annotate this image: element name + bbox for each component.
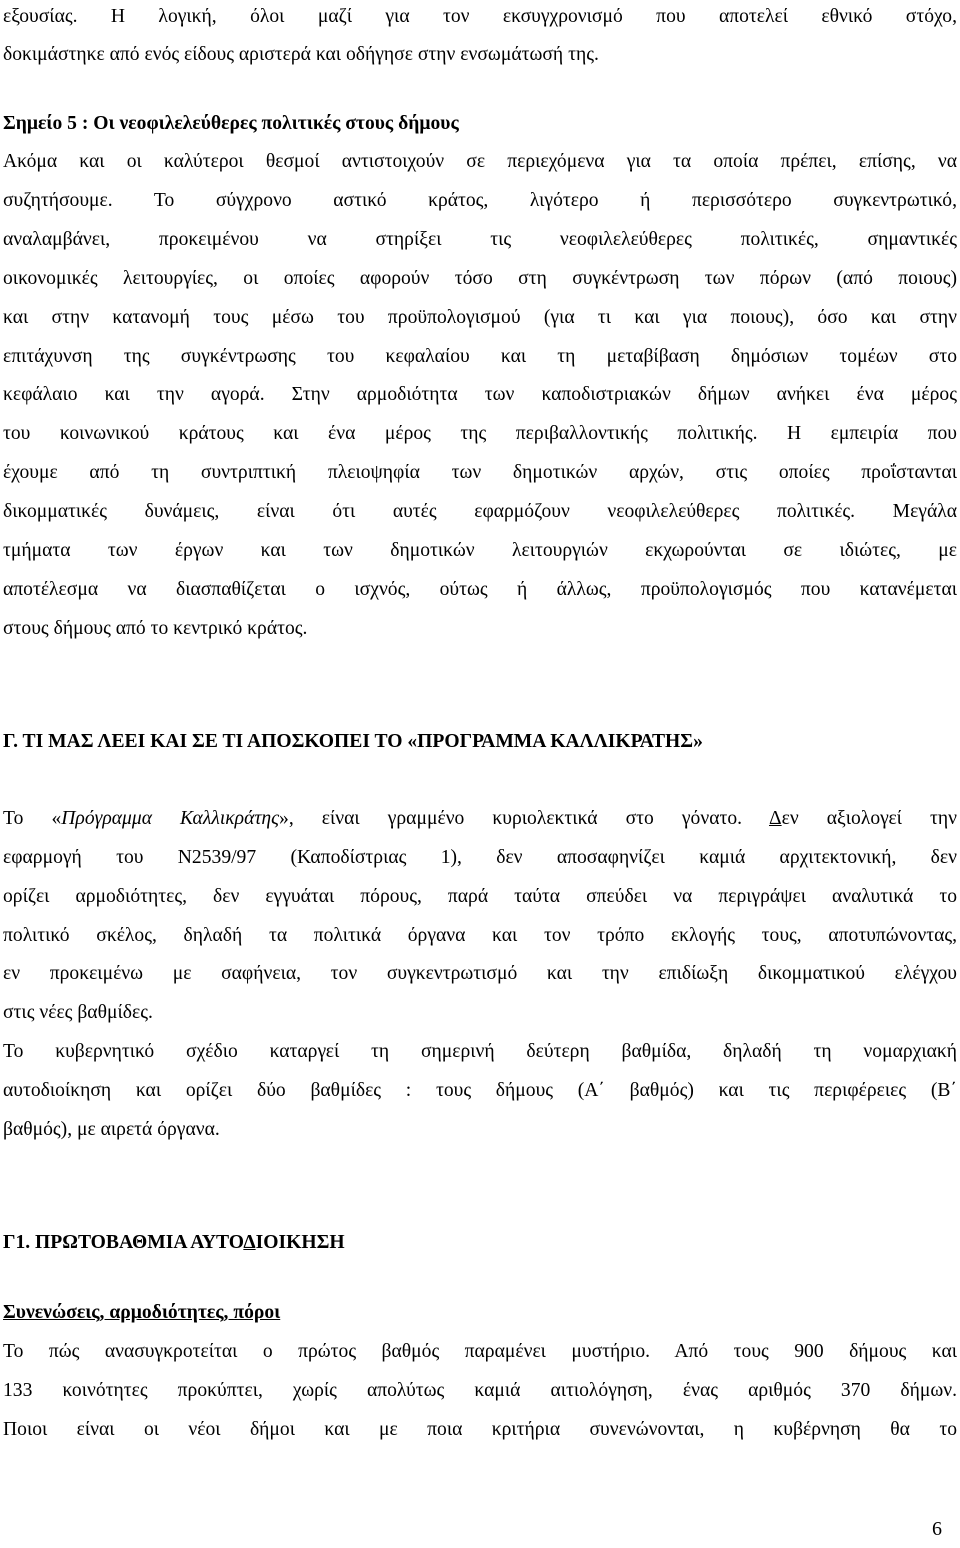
chapter-heading: Γ. ΤΙ ΜΑΣ ΛΕΕΙ ΚΑΙ ΣΕ ΤΙ ΑΠΟΣΚΟΠΕΙ ΤΟ «ΠΡΟΓΡΑΜΜΑ ΚΑΛΛΙΚΡΑΤΗΣ» — [3, 731, 703, 752]
topic-heading: Συνενώσεις, αρμοδιότητες, πόροι — [3, 1302, 281, 1323]
underlined-letter: Δ — [769, 808, 782, 829]
body-text-line: κεφάλαιο και την αγορά. Στην αρμοδιότητα των καποδιστριακών δήμων ανήκει ένα μέρος — [3, 384, 957, 405]
body-text-line: τμήματα των έργων και των δημοτικών λειτουργιών εκχωρούνται σε ιδιώτες, με — [3, 540, 957, 561]
body-text-line: Το πώς ανασυγκροτείται ο πρώτος βαθμός παραμένει μυστήριο. Από τους 900 δήμους και — [3, 1341, 957, 1362]
body-text-line: βαθμός), με αιρετά όργανα. — [3, 1119, 220, 1140]
body-text-line: πολιτικό σκέλος, δηλαδή τα πολιτικά όργανα και τον τρόπο εκλογής τους, αποτυπώνοντας, — [3, 925, 957, 946]
body-text-line: εξουσίας. Η λογική, όλοι μαζί για τον εκσυγχρονισμό που αποτελεί εθνικό στόχο, — [3, 6, 957, 27]
text-run: Το « — [3, 808, 62, 829]
body-text-line: συζητήσουμε. Το σύγχρονο αστικό κράτος, λιγότερο ή περισσότερο συγκεντρωτικό, — [3, 190, 957, 211]
body-text-line: του κοινωνικού κράτους και ένα μέρος της περιβαλλοντικής πολιτικής. Η εμπειρία που — [3, 423, 957, 444]
body-text-line: ορίζει αρμοδιότητες, δεν εγγυάται πόρους, παρά ταύτα σπεύδει να περιγράψει αναλυτικά το — [3, 886, 957, 907]
text-run: Γ1. ΠΡΩΤΟΒΑΘΜΙΑ ΑΥΤΟ — [3, 1232, 244, 1253]
section-heading: Σημείο 5 : Οι νεοφιλελεύθερες πολιτικές στους δήμους — [3, 113, 459, 134]
text-run: εν αξιολογεί την — [781, 808, 957, 829]
body-text-line: δικομματικές δυνάμεις, είναι ότι αυτές εφαρμόζουν νεοφιλελεύθερες πολιτικές. Μεγάλα — [3, 501, 957, 522]
body-text-line: Ποιοι είναι οι νέοι δήμοι και με ποια κριτήρια συνενώνονται, η κυβέρνηση θα το — [3, 1419, 957, 1440]
body-text-line: έχουμε από τη συντριπτική πλειοψηφία των δημοτικών αρχών, στις οποίες προΐστανται — [3, 462, 957, 483]
page-number: 6 — [932, 1518, 942, 1540]
body-text-line: αναλαμβάνει, προκειμένου να στηρίξει τις νεοφιλελεύθερες πολιτικές, σημαντικές — [3, 229, 957, 250]
body-text-line: στους δήμους από το κεντρικό κράτος. — [3, 618, 308, 639]
body-text-line: και στην κατανομή τους μέσω του προϋπολογισμού (για τι και για ποιους), όσο και στην — [3, 307, 957, 328]
body-text-line: εν προκειμένω με σαφήνεια, τον συγκεντρωτισμό και την επιδίωξη δικομματικού ελέγχου — [3, 963, 957, 984]
program-title: Πρόγραμμα Καλλικράτης — [61, 808, 280, 829]
subsection-heading — [3, 1228, 957, 1258]
body-text-line: δοκιμάστηκε από ενός είδους αριστερά και οδήγησε στην ενσωμάτωσή της. — [3, 44, 599, 65]
body-text-line: 133 κοινότητες προκύπτει, χωρίς απολύτως καμιά αιτιολόγηση, ένας αριθμός 370 δήμων. — [3, 1380, 957, 1401]
body-text-line — [3, 804, 957, 834]
body-text-line: οικονομικές λειτουργίες, οι οποίες αφορούν τόσο στη συγκέντρωση των πόρων (από ποιους) — [3, 268, 957, 289]
body-text-line: στις νέες βαθμίδες. — [3, 1002, 153, 1023]
text-run: ΙΟΙΚΗΣΗ — [255, 1232, 345, 1253]
body-text-line: επιτάχυνση της συγκέντρωσης του κεφαλαίου και τη μεταβίβαση δημόσιων τομέων στο — [3, 346, 957, 367]
body-text-line: αυτοδιοίκηση και ορίζει δύο βαθμίδες : τους δήμους (Α΄ βαθμός) και τις περιφέρειες (Β΄ — [3, 1080, 957, 1101]
body-text-line: Ακόμα και οι καλύτεροι θεσμοί αντιστοιχούν σε περιεχόμενα για τα οποία πρέπει, επίσης, να — [3, 151, 957, 172]
body-text-line: αποτέλεσμα να διασπαθίζεται ο ισχνός, ούτως ή άλλως, προϋπολογισμός που κατανέμεται — [3, 579, 957, 600]
underlined-letter: Δ — [243, 1232, 256, 1253]
body-text-line: εφαρμογή του Ν2539/97 (Καποδίστριας 1), δεν αποσαφηνίζει καμιά αρχιτεκτονική, δεν — [3, 847, 957, 868]
body-text-line: Το κυβερνητικό σχέδιο καταργεί τη σημερινή δεύτερη βαθμίδα, δηλαδή τη νομαρχιακή — [3, 1041, 957, 1062]
text-run: », είναι γραμμένο κυριολεκτικά στο γόνατο. — [279, 808, 770, 829]
